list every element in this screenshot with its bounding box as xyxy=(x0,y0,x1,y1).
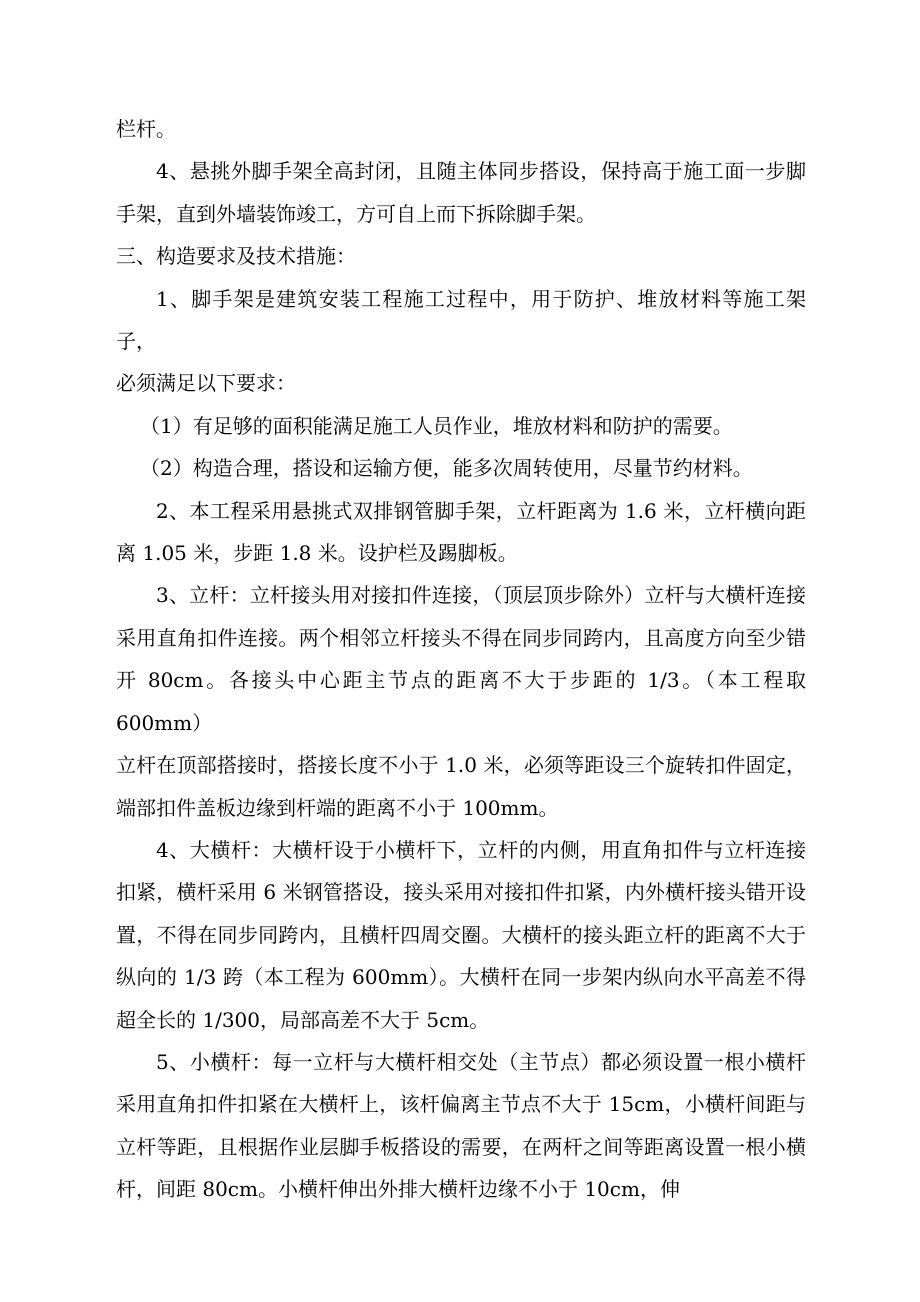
paragraph: 2、本工程采用悬挑式双排钢管脚手架，立杆距离为 1.6 米，立杆横向距离 1.05 米，步距 1.8 米。设护栏及踢脚板。 xyxy=(116,498,806,566)
paragraph: 必须满足以下要求： xyxy=(116,371,296,396)
section-heading: 三、构造要求及技术措施： xyxy=(116,244,356,269)
paragraph: 3、立杆：立杆接头用对接扣件连接，（顶层顶步除外）立杆与大横杆连接采用直角扣件连接。两个相邻立杆接头不得在同步同跨内，且高度方向至少错开 80cm。各接头中心距主节点的距离不大于步距的 1/3。（本工程取 600mm） xyxy=(116,583,806,735)
paragraph: 5、小横杆：每一立杆与大横杆相交处（主节点）都必须设置一根小横杆采用直角扣件扣紧在大横杆上，该杆偏离主节点不大于 15cm，小横杆间距与立杆等距，且根据作业层脚手板搭设的需要，在两杆之间等距离设置一根小横杆，间距 80cm。小横杆伸出外排大横杆边缘不小于 10cm，伸 xyxy=(116,1049,806,1202)
document-body xyxy=(116,108,806,1211)
list-item: （1）有足够的面积能满足施工人员作业，堆放材料和防护的需要。 xyxy=(140,413,733,438)
paragraph: 4、大横杆：大横杆设于小横杆下，立杆的内侧，用直角扣件与立杆连接扣紧，横杆采用 6 米钢管搭设，接头采用对接扣件扣紧，内外横杆接头错开设置，不得在同步同跨内，且横杆四周交圈。大横杆的接头距立杆的距离不大于纵向的 1/3 跨（本工程为 600mm）。大横杆在同一步架内纵向水平高差不得超全长的 1/300，局部高差不大于 5cm。 xyxy=(116,837,806,1032)
paragraph: 栏杆。 xyxy=(116,117,176,141)
paragraph: 4、悬挑外脚手架全高封闭，且随主体同步搭设，保持高于施工面一步脚手架，直到外墙装饰竣工，方可自上而下拆除脚手架。 xyxy=(116,159,806,226)
paragraph: 立杆在顶部搭接时，搭接长度不小于 1.0 米，必须等距设三个旋转扣件固定，端部扣件盖板边缘到杆端的距离不小于 100mm。 xyxy=(116,753,806,820)
list-item: （2）构造合理，搭设和运输方便，能多次周转使用，尽量节约材料。 xyxy=(140,456,753,481)
paragraph: 1、脚手架是建筑安装工程施工过程中，用于防护、堆放材料等施工架子， xyxy=(116,286,806,354)
